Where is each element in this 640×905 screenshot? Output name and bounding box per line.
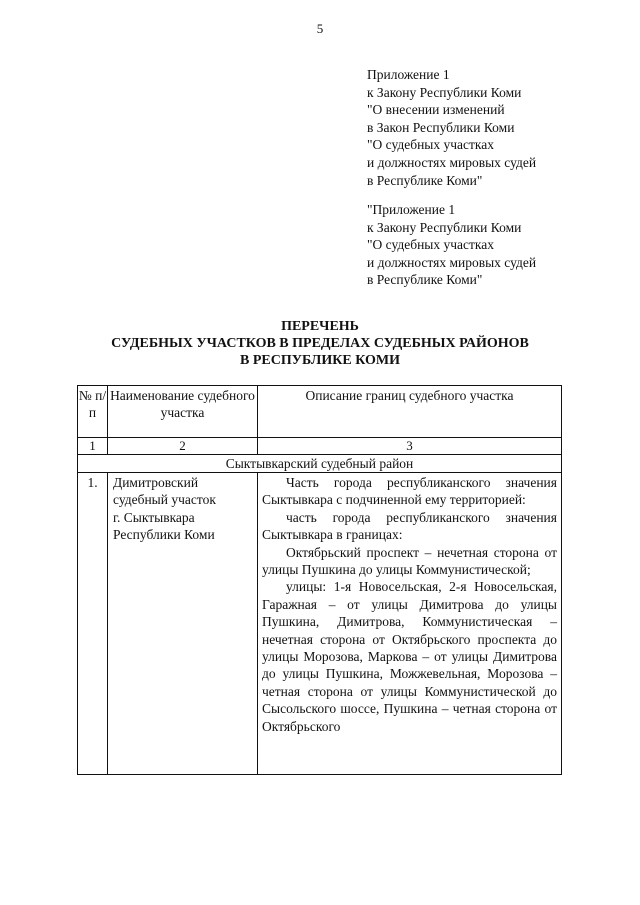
appendix-line: "Приложение 1 [367, 202, 456, 217]
row-number: 1. [78, 473, 108, 775]
appendix-line: в Закон Республики Коми [367, 119, 515, 135]
header-name: Наименование судебного участка [108, 386, 258, 438]
description-paragraph: Часть города республиканского значения Сыктывкара с подчиненной ему территорией: [262, 475, 557, 508]
description-paragraph: Октябрьский проспект – нечетная сторона от улицы Пушкина до улицы Коммунистической; [262, 544, 557, 578]
column-number: 1 [78, 438, 108, 455]
title-line: СУДЕБНЫХ УЧАСТКОВ В ПРЕДЕЛАХ СУДЕБНЫХ РАЙОНОВ [111, 336, 529, 351]
appendix-line: Приложение 1 [367, 67, 450, 82]
column-number-row [78, 438, 562, 455]
appendix-line: "О внесении изменений [367, 102, 505, 118]
row-name-line: г. Сыктывкара [113, 509, 195, 525]
court-districts-table [77, 385, 562, 775]
title-line: В РЕСПУБЛИКЕ КОМИ [239, 353, 400, 368]
row-name-line: судебный участок [113, 492, 216, 508]
row-name-line: Республики Коми [113, 527, 215, 543]
header-description: Описание границ судебного участка [258, 386, 562, 438]
appendix-line: "О судебных участках [367, 237, 495, 253]
title-line: ПЕРЕЧЕНЬ [281, 319, 359, 334]
appendix-line: и должностях мировых судей [367, 254, 537, 270]
description-paragraph: часть города республиканского значения Сыктывкара в границах: [262, 509, 557, 543]
appendix-line: к Закону Республики Коми [367, 84, 522, 100]
section-title: Сыктывкарский судебный район [78, 455, 562, 473]
row-name-line: Димитровский [113, 475, 199, 490]
appendix-line: к Закону Республики Коми [367, 219, 522, 235]
row-name [108, 473, 258, 775]
appendix-line: и должностях мировых судей [367, 154, 537, 170]
table-header-row [78, 386, 562, 438]
header-number: № п/п [78, 386, 108, 438]
row-description [258, 473, 562, 775]
description-paragraph: улицы: 1-я Новосельская, 2-я Новосельская, Гаражная – от улицы Димитрова до улицы Пушкина, Димитрова, Коммунистическая – нечетная сторона от Октябрьского проспекта до улицы Морозова, Маркова – от улицы Димитрова до улицы Пушкина, Можжевельная, Морозова – четная сторона от улицы Коммунистической до Сысольского шоссе, Пушкина – четная сторона от Октябрьского [262, 579, 557, 734]
page-number: 5 [316, 21, 324, 36]
appendix-line: в Республике Коми" [367, 172, 483, 188]
appendix-line: в Республике Коми" [367, 272, 483, 288]
appendix-reference-amending-law [367, 66, 536, 189]
column-number: 3 [258, 438, 562, 455]
table-row [78, 473, 562, 775]
description-text [258, 473, 561, 735]
appendix-line: "О судебных участках [367, 137, 495, 153]
section-row [78, 455, 562, 473]
column-number: 2 [108, 438, 258, 455]
document-title [0, 318, 640, 369]
appendix-reference-base-law [367, 201, 536, 289]
